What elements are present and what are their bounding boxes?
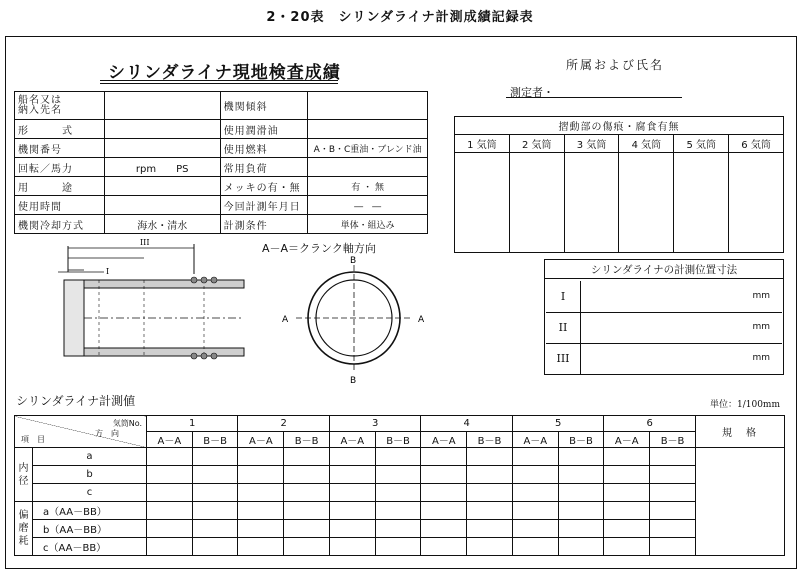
position-unit: mm	[752, 291, 770, 301]
o-ring-groove	[201, 277, 207, 283]
info-label: 今回計測年月日	[220, 196, 308, 215]
measure-value-cell[interactable]	[375, 502, 421, 520]
info-value[interactable]	[104, 92, 220, 120]
a-left-label: A	[282, 315, 289, 325]
o-ring-groove	[201, 353, 207, 359]
measure-value-cell[interactable]	[421, 502, 467, 520]
measure-value-cell[interactable]	[467, 538, 513, 556]
direction-header: B－B	[375, 432, 421, 448]
measure-row	[15, 448, 785, 466]
measure-value-cell[interactable]	[650, 484, 696, 502]
measure-value-cell[interactable]	[192, 520, 238, 538]
info-label: 船名又は 納入先名	[15, 92, 105, 120]
measure-value-cell[interactable]	[238, 484, 284, 502]
wear-title: 摺動部の傷痕・腐食有無	[455, 117, 784, 135]
info-label: 機関傾斜	[220, 92, 308, 120]
info-label: 計測条件	[220, 215, 308, 234]
measure-value-cell[interactable]	[467, 448, 513, 466]
measure-value-cell[interactable]	[467, 466, 513, 484]
measure-value-cell[interactable]	[421, 538, 467, 556]
measure-value-cell[interactable]	[238, 448, 284, 466]
affiliation-label: 所属および氏名	[566, 58, 665, 72]
measure-value-cell[interactable]	[650, 538, 696, 556]
o-ring-groove	[191, 353, 197, 359]
o-ring-groove	[191, 277, 197, 283]
measure-value-cell[interactable]	[147, 466, 193, 484]
measure-value-cell[interactable]	[284, 448, 330, 466]
measure-value-cell[interactable]	[512, 502, 558, 520]
measure-value-cell[interactable]	[558, 520, 604, 538]
info-value[interactable]: rpm PS	[104, 158, 220, 177]
position-number: III	[546, 343, 581, 374]
measure-value-cell[interactable]	[192, 448, 238, 466]
dim-i-label: I	[106, 267, 110, 276]
measure-value-cell[interactable]	[147, 502, 193, 520]
cylinder-number-header: 2	[238, 416, 329, 432]
measure-value-cell[interactable]	[147, 448, 193, 466]
measure-row	[15, 538, 785, 556]
measure-value-cell[interactable]	[238, 538, 284, 556]
info-row	[15, 120, 428, 139]
wear-cylinder-header: 2 気筒	[509, 135, 564, 153]
measure-row	[15, 520, 785, 538]
measure-value-cell[interactable]	[329, 466, 375, 484]
position-unit: mm	[752, 322, 770, 332]
measure-value-cell[interactable]	[421, 520, 467, 538]
measure-value-cell[interactable]	[558, 448, 604, 466]
measure-section-title: シリンダライナ計測値	[16, 394, 136, 408]
wear-cylinder-header: 6 気筒	[729, 135, 784, 153]
info-row	[15, 139, 428, 158]
liner-wall-top	[64, 280, 244, 296]
measure-value-cell[interactable]	[375, 466, 421, 484]
info-label: 使用潤滑油	[220, 120, 308, 139]
liner-section-drawing	[44, 236, 254, 386]
wear-cylinder-header: 1 気筒	[455, 135, 510, 153]
measure-value-cell[interactable]	[192, 484, 238, 502]
measure-value-cell[interactable]	[512, 466, 558, 484]
position-row-1	[546, 281, 782, 312]
cylinder-number-header: 4	[421, 416, 512, 432]
measure-value-cell[interactable]	[329, 484, 375, 502]
measure-value-cell[interactable]	[467, 502, 513, 520]
page-caption: 2・20表 シリンダライナ計測成績記録表	[266, 10, 534, 25]
info-value[interactable]	[104, 120, 220, 139]
position-row-3	[546, 343, 782, 374]
measure-value-cell[interactable]	[284, 484, 330, 502]
position-number: I	[546, 281, 581, 312]
measure-value-cell[interactable]	[421, 484, 467, 502]
measure-row-label: c	[33, 484, 147, 502]
spec-cell[interactable]	[696, 448, 785, 556]
measure-corner	[15, 416, 147, 448]
info-label: 用 途	[15, 177, 105, 196]
measure-value-cell[interactable]	[238, 502, 284, 520]
direction-header: B－B	[650, 432, 696, 448]
info-table	[14, 91, 428, 234]
measurement-table	[14, 415, 785, 556]
direction-header: A－A	[238, 432, 284, 448]
b-bottom-label: B	[350, 376, 357, 385]
cylinder-number-header: 6	[604, 416, 696, 432]
cylinder-number-header: 1	[147, 416, 238, 432]
measure-value-cell[interactable]	[192, 538, 238, 556]
measure-value-cell[interactable]	[192, 466, 238, 484]
measure-value-cell[interactable]	[421, 448, 467, 466]
info-label: メッキの有・無	[220, 177, 308, 196]
info-value[interactable]: A・B・C重油・ブレンド油	[308, 139, 428, 158]
measure-value-cell[interactable]	[604, 448, 650, 466]
info-row	[15, 92, 428, 120]
info-row	[15, 196, 428, 215]
info-value[interactable]	[104, 196, 220, 215]
dim-iii-label: III	[140, 238, 150, 247]
wear-cylinder-cell[interactable]	[564, 153, 619, 253]
info-label: 回転／馬力	[15, 158, 105, 177]
liner-cross-section	[280, 255, 440, 385]
info-value[interactable]	[104, 177, 220, 196]
measure-value-cell[interactable]	[512, 520, 558, 538]
info-value[interactable]	[308, 120, 428, 139]
measure-value-cell[interactable]	[147, 484, 193, 502]
info-row	[15, 177, 428, 196]
liner-wall-bottom	[64, 340, 244, 356]
positions-title: シリンダライナの計測位置寸法	[590, 264, 738, 276]
direction-header: A－A	[421, 432, 467, 448]
measure-value-cell[interactable]	[467, 520, 513, 538]
measure-value-cell[interactable]	[467, 484, 513, 502]
measure-value-cell[interactable]	[650, 448, 696, 466]
inner-diameter-group: 内 径	[15, 448, 33, 502]
measure-row	[15, 484, 785, 502]
wear-table	[454, 116, 784, 253]
positions-title-rule	[544, 278, 784, 279]
measure-value-cell[interactable]	[147, 520, 193, 538]
info-value[interactable]	[308, 158, 428, 177]
measure-value-cell[interactable]	[284, 520, 330, 538]
form-title: シリンダライナ現地検査成績	[108, 63, 341, 83]
direction-header: A－A	[329, 432, 375, 448]
measure-value-cell[interactable]	[284, 466, 330, 484]
info-value[interactable]: ― ―	[308, 196, 428, 215]
liner-flange	[64, 280, 84, 356]
wear-cylinder-cell[interactable]	[455, 153, 510, 253]
measure-value-cell[interactable]	[421, 466, 467, 484]
measure-value-cell[interactable]	[238, 520, 284, 538]
info-label: 使用時間	[15, 196, 105, 215]
corner-direction-label: 方 向	[95, 429, 119, 438]
measure-value-cell[interactable]	[558, 484, 604, 502]
measure-value-cell[interactable]	[604, 502, 650, 520]
info-label: 形 式	[15, 120, 105, 139]
measure-value-cell[interactable]	[375, 448, 421, 466]
measure-header-row	[15, 416, 785, 432]
direction-header: B－B	[284, 432, 330, 448]
info-label: 常用負荷	[220, 158, 308, 177]
measure-value-cell[interactable]	[650, 502, 696, 520]
measure-row-label: b（AA－BB）	[33, 520, 147, 538]
measure-value-cell[interactable]	[238, 466, 284, 484]
measure-value-cell[interactable]	[329, 520, 375, 538]
b-top-label: B	[350, 256, 357, 266]
measure-value-cell[interactable]	[604, 466, 650, 484]
info-label: 機関冷却方式	[15, 215, 105, 234]
measure-row-label: b	[33, 466, 147, 484]
o-ring-groove	[211, 353, 217, 359]
measure-value-cell[interactable]	[558, 538, 604, 556]
unit-label: 単位：1/100mm	[710, 400, 781, 410]
position-row-2	[546, 312, 782, 343]
position-number: II	[546, 312, 581, 343]
info-row	[15, 215, 428, 234]
measure-value-cell[interactable]	[284, 502, 330, 520]
measure-value-cell[interactable]	[512, 538, 558, 556]
section-aa-label: A－A＝クランク軸方向	[262, 242, 376, 255]
measure-value-cell[interactable]	[375, 538, 421, 556]
info-row	[15, 158, 428, 177]
cylinder-number-header: 3	[329, 416, 420, 432]
position-unit: mm	[752, 353, 770, 363]
measure-value-cell[interactable]	[604, 520, 650, 538]
measure-row	[15, 502, 785, 520]
direction-header: B－B	[192, 432, 238, 448]
o-ring-groove	[211, 277, 217, 283]
cylinder-number-header: 5	[512, 416, 603, 432]
measure-row-label: c（AA－BB）	[33, 538, 147, 556]
measure-value-cell[interactable]	[558, 502, 604, 520]
measure-value-cell[interactable]	[558, 466, 604, 484]
measure-value-cell[interactable]	[604, 484, 650, 502]
corner-cylinder-label: 気筒No.	[112, 419, 142, 428]
wear-cylinder-header: 5 気筒	[674, 135, 729, 153]
spec-header: 規 格	[696, 416, 785, 448]
form-title-underline	[100, 80, 338, 84]
measure-value-cell[interactable]	[329, 538, 375, 556]
info-label: 機関番号	[15, 139, 105, 158]
measure-value-cell[interactable]	[604, 538, 650, 556]
info-value[interactable]: 有 ・ 無	[308, 177, 428, 196]
info-value[interactable]	[104, 139, 220, 158]
measure-row-label: a	[33, 448, 147, 466]
measure-value-cell[interactable]	[147, 538, 193, 556]
direction-header: A－A	[512, 432, 558, 448]
info-label: 使用燃料	[220, 139, 308, 158]
wear-cylinder-cell[interactable]	[674, 153, 729, 253]
info-value[interactable]: 単体・組込み	[308, 215, 428, 234]
measure-value-cell[interactable]	[650, 520, 696, 538]
measure-value-cell[interactable]	[192, 502, 238, 520]
measure-row-label: a（AA－BB）	[33, 502, 147, 520]
info-value[interactable]: 海水・清水	[104, 215, 220, 234]
wear-cylinder-cell[interactable]	[509, 153, 564, 253]
wear-cylinder-header: 4 気筒	[619, 135, 674, 153]
measure-value-cell[interactable]	[512, 484, 558, 502]
measure-row	[15, 466, 785, 484]
measure-value-cell[interactable]	[375, 520, 421, 538]
direction-header: A－A	[147, 432, 193, 448]
uneven-wear-group: 偏 磨 耗	[15, 502, 33, 556]
wear-cylinder-header: 3 気筒	[564, 135, 619, 153]
info-value[interactable]	[308, 92, 428, 120]
measure-value-cell[interactable]	[512, 448, 558, 466]
measurer-field[interactable]	[506, 97, 682, 98]
measure-value-cell[interactable]	[375, 484, 421, 502]
wear-cylinder-cell[interactable]	[619, 153, 674, 253]
measure-value-cell[interactable]	[329, 448, 375, 466]
direction-header: B－B	[467, 432, 513, 448]
measure-value-cell[interactable]	[650, 466, 696, 484]
measure-value-cell[interactable]	[329, 502, 375, 520]
a-right-label: A	[418, 315, 425, 325]
direction-header: A－A	[604, 432, 650, 448]
corner-item-label: 項 目	[21, 435, 45, 444]
wear-cylinder-cell[interactable]	[729, 153, 784, 253]
direction-header: B－B	[558, 432, 604, 448]
measurer-label: 測定者・	[510, 86, 554, 99]
measure-value-cell[interactable]	[284, 538, 330, 556]
